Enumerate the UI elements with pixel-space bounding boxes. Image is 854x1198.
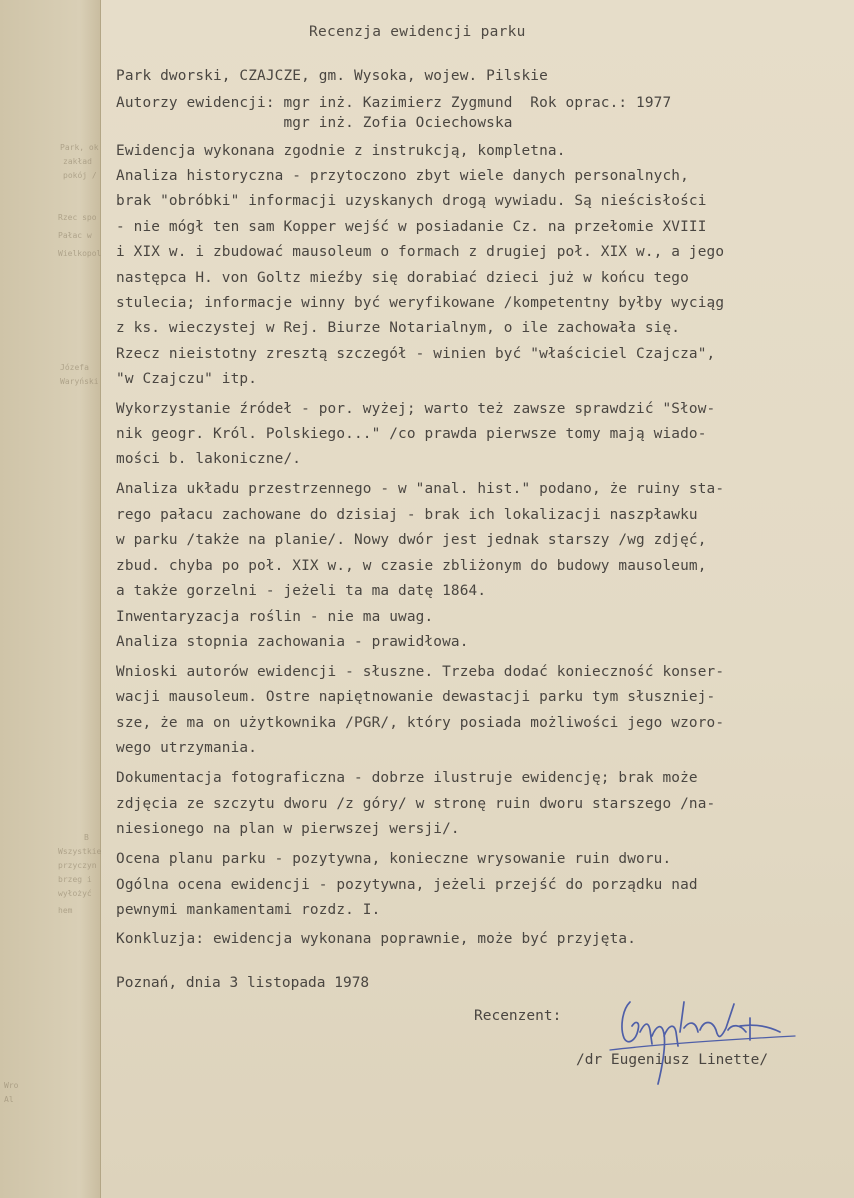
text-line: w parku /także na planie/. Nowy dwór jest jednak starszy /wg zdjęć, xyxy=(116,532,707,548)
text-line: - nie mógł ten sam Kopper wejść w posiadanie Cz. na przełomie XVIII xyxy=(116,219,707,235)
text-line: rego pałacu zachowane do dzisiaj - brak ich lokalizacji naszpławku xyxy=(116,507,698,523)
text-line: następca H. von Goltz mieźby się dorabiać dzieci już w końcu tego xyxy=(116,270,689,286)
text-line: Dokumentacja fotograficzna - dobrze ilustruje ewidencję; brak może xyxy=(116,770,698,786)
text-line: pewnymi mankamentami rozdz. I. xyxy=(116,902,381,918)
ghost-text: Waryński xyxy=(60,377,99,386)
handwritten-signature xyxy=(600,980,815,1100)
ghost-text: B xyxy=(84,833,89,842)
text-line: brak "obróbki" informacji uzyskanych drogą wywiadu. Są nieścisłości xyxy=(116,193,707,209)
ghost-text: zakład xyxy=(63,157,92,166)
text-line: Ogólna ocena ewidencji - pozytywna, jeżeli przejść do porządku nad xyxy=(116,877,698,893)
text-line: Ewidencja wykonana zgodnie z instrukcją, kompletna. xyxy=(116,143,566,159)
text-line: a także gorzelni - jeżeli ta ma datę 1864. xyxy=(116,583,487,599)
text-line: stulecia; informacje winny być weryfikowane /kompetentny byłby wyciąg xyxy=(116,295,725,311)
text-line: Analiza stopnia zachowania - prawidłowa. xyxy=(116,634,469,650)
text-line: Rzecz nieistotny zresztą szczegół - winien być "właściciel Czajcza", xyxy=(116,346,716,362)
ghost-text: Park, ok xyxy=(60,143,99,152)
ghost-text: wyłożyć xyxy=(58,889,92,898)
ghost-text: Józefa xyxy=(60,363,89,372)
previous-page-strip xyxy=(0,0,101,1198)
text-line: Wykorzystanie źródeł - por. wyżej; warto też zawsze sprawdzić "Słow- xyxy=(116,401,716,417)
text-line: wego utrzymania. xyxy=(116,740,258,756)
ghost-text: pokój / xyxy=(63,171,97,180)
ghost-text: przyczyn xyxy=(58,861,97,870)
text-line: niesionego na plan w pierwszej wersji/. xyxy=(116,821,460,837)
ghost-text: hem xyxy=(58,906,73,915)
place-date: Poznań, dnia 3 listopada 1978 xyxy=(116,975,370,991)
text-line: mgr inż. Zofia Ociechowska xyxy=(116,115,513,131)
text-line: Analiza historyczna - przytoczono zbyt wiele danych personalnych, xyxy=(116,168,689,184)
text-line: sze, że ma on użytkownika /PGR/, który posiada możliwości jego wzoro- xyxy=(116,715,725,731)
ghost-text: Wielkopol xyxy=(58,249,102,258)
text-line: i XIX w. i zbudować mausoleum o formach z drugiej poł. XIX w., a jego xyxy=(116,244,725,260)
text-line: Konkluzja: ewidencja wykonana poprawnie, może być przyjęta. xyxy=(116,931,637,947)
ghost-text: brzeg i xyxy=(58,875,92,884)
ghost-text: Wszystkie xyxy=(58,847,102,856)
text-line: Inwentaryzacja roślin - nie ma uwag. xyxy=(116,609,434,625)
ghost-text: Rzec spo xyxy=(58,213,97,222)
text-line: wacji mausoleum. Ostre napiętnowanie dewastacji parku tym słuszniej- xyxy=(116,689,716,705)
text-line: "w Czajczu" itp. xyxy=(116,371,258,387)
text-line: Ocena planu parku - pozytywna, konieczne wrysowanie ruin dworu. xyxy=(116,851,672,867)
reviewer-label: Recenzent: xyxy=(474,1008,562,1024)
ghost-text: Pałac w xyxy=(58,231,92,240)
text-line: mości b. lakoniczne/. xyxy=(116,451,302,467)
text-line: z ks. wieczystej w Rej. Biurze Notarialnym, o ile zachowała się. xyxy=(116,320,681,336)
text-line: Analiza układu przestrzennego - w "anal. hist." podano, że ruiny sta- xyxy=(116,481,725,497)
text-line: zbud. chyba po poł. XIX w., w czasie zbliżonym do budowy mausoleum, xyxy=(116,558,707,574)
text-line: Park dworski, CZAJCZE, gm. Wysoka, wojew. Pilskie xyxy=(116,68,548,84)
reviewer-name: /dr Eugeniusz Linette/ xyxy=(576,1052,769,1068)
text-line: Wnioski autorów ewidencji - słuszne. Trzeba dodać konieczność konser- xyxy=(116,664,725,680)
ghost-text: Al xyxy=(4,1095,14,1104)
text-line: zdjęcia ze szczytu dworu /z góry/ w stronę ruin dworu starszego /na- xyxy=(116,796,716,812)
text-line: nik geogr. Król. Polskiego..." /co prawda pierwsze tomy mają wiado- xyxy=(116,426,707,442)
document-title: Recenzja ewidencji parku xyxy=(309,24,526,40)
text-line: Autorzy ewidencji: mgr inż. Kazimierz Zygmund Rok oprac.: 1977 xyxy=(116,95,672,111)
ghost-text: Wro xyxy=(4,1081,19,1090)
